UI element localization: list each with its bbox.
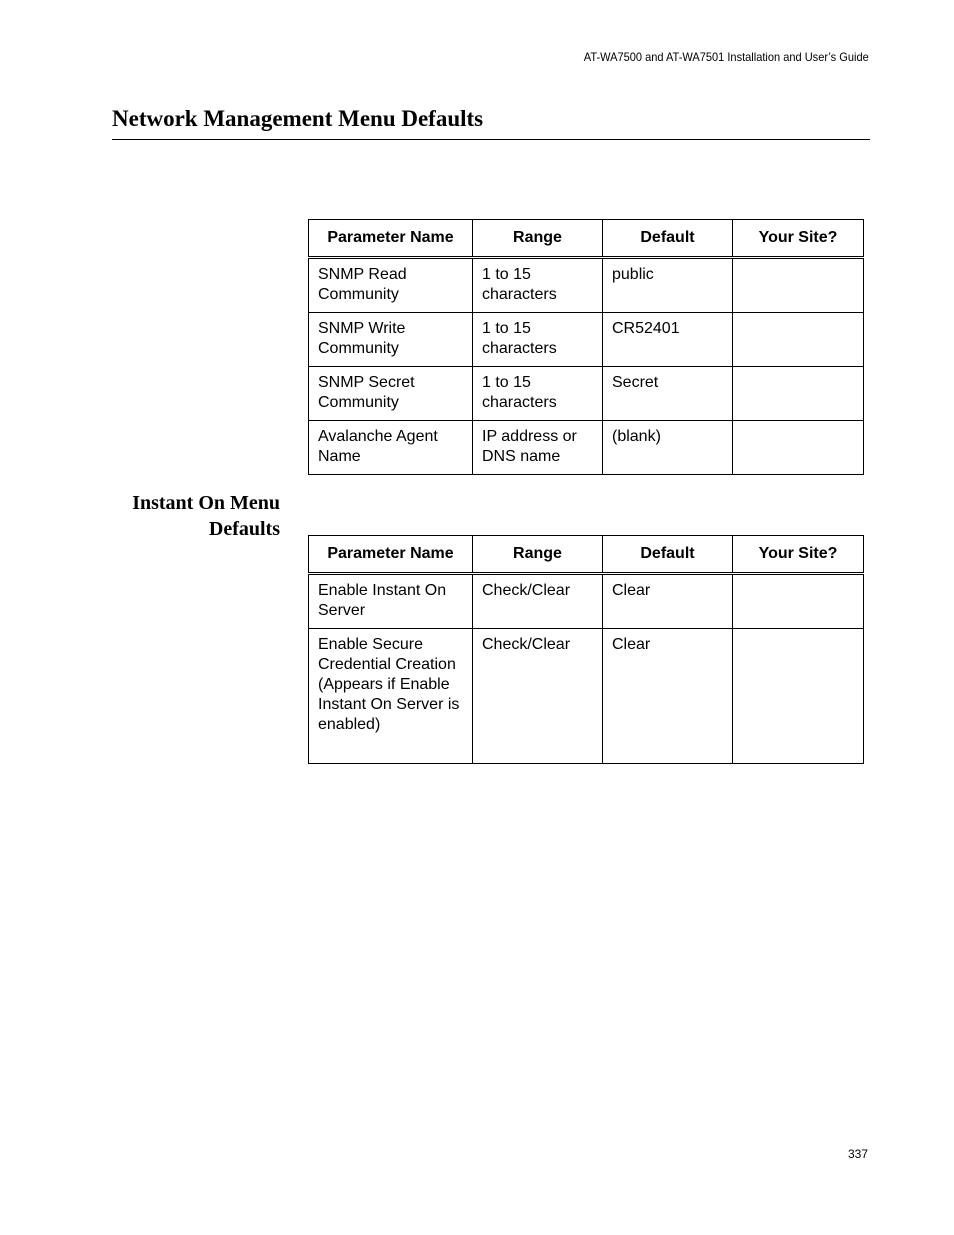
column-header-range: Range <box>473 220 603 258</box>
cell-parameter: SNMP Read Community <box>309 258 473 313</box>
table-row <box>309 574 864 629</box>
column-header-your-site: Your Site? <box>733 536 864 574</box>
cell-range: Check/Clear <box>473 629 603 764</box>
instant-on-defaults-table <box>308 535 864 764</box>
cell-default: Clear <box>603 629 733 764</box>
cell-default: (blank) <box>603 421 733 475</box>
table-row <box>309 629 864 764</box>
column-header-range: Range <box>473 536 603 574</box>
cell-default: public <box>603 258 733 313</box>
cell-default: Clear <box>603 574 733 629</box>
cell-parameter: Enable Secure Credential Creation (Appears if Enable Instant On Server is enabled) <box>309 629 473 764</box>
cell-your-site <box>733 367 864 421</box>
cell-range: 1 to 15 characters <box>473 313 603 367</box>
column-header-parameter-name: Parameter Name <box>309 536 473 574</box>
instant-on-heading-line2: Defaults <box>208 518 280 540</box>
cell-range: IP address or DNS name <box>473 421 603 475</box>
cell-parameter: Enable Instant On Server <box>309 574 473 629</box>
page-number: 337 <box>847 1147 868 1161</box>
cell-your-site <box>733 629 864 764</box>
running-header: AT-WA7500 and AT-WA7501 Installation and User’s Guide <box>584 50 869 64</box>
instant-on-heading <box>132 490 280 542</box>
cell-your-site <box>733 574 864 629</box>
cell-your-site <box>733 313 864 367</box>
column-header-default: Default <box>603 536 733 574</box>
cell-parameter: Avalanche Agent Name <box>309 421 473 475</box>
cell-range: 1 to 15 characters <box>473 258 603 313</box>
cell-parameter: SNMP Write Community <box>309 313 473 367</box>
column-header-your-site: Your Site? <box>733 220 864 258</box>
column-header-parameter-name: Parameter Name <box>309 220 473 258</box>
cell-default: CR52401 <box>603 313 733 367</box>
cell-range: 1 to 15 characters <box>473 367 603 421</box>
table-row <box>309 421 864 475</box>
cell-parameter: SNMP Secret Community <box>309 367 473 421</box>
table-row <box>309 313 864 367</box>
cell-your-site <box>733 258 864 313</box>
page-title: Network Management Menu Defaults <box>112 106 484 131</box>
cell-range: Check/Clear <box>473 574 603 629</box>
cell-default: Secret <box>603 367 733 421</box>
table-header-row <box>309 220 864 258</box>
title-rule <box>112 139 870 140</box>
column-header-default: Default <box>603 220 733 258</box>
table-header-row <box>309 536 864 574</box>
table-row <box>309 258 864 313</box>
table-row <box>309 367 864 421</box>
cell-your-site <box>733 421 864 475</box>
network-management-defaults-table <box>308 219 864 475</box>
instant-on-heading-line1: Instant On Menu <box>132 492 280 514</box>
